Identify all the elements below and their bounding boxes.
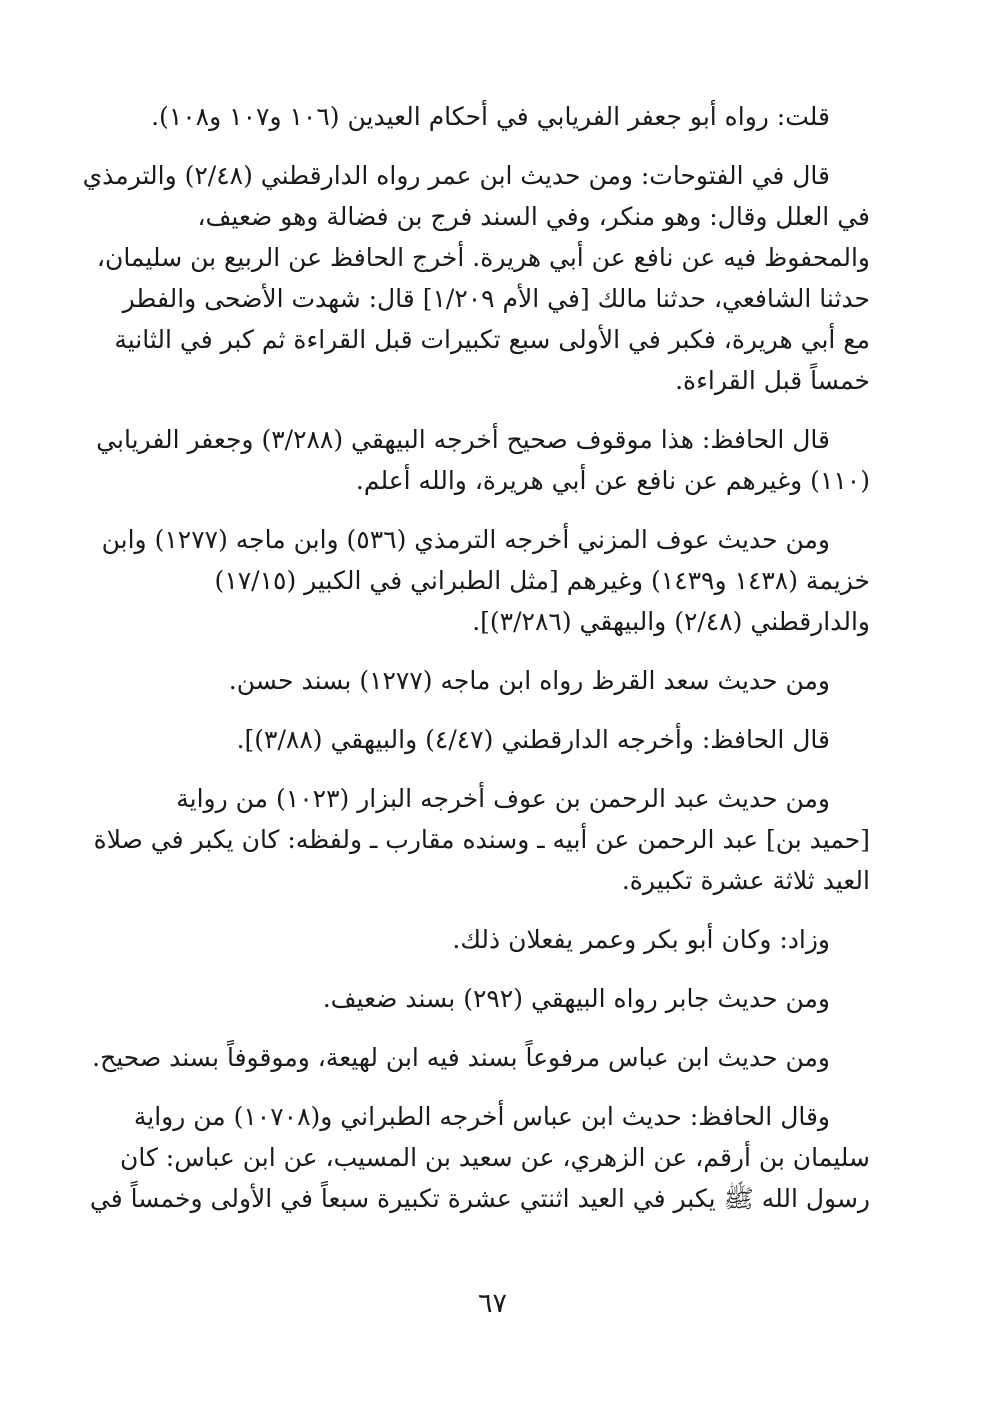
text-line: في العلل وقال: وهو منكر، وفي السند فرج بن فضالة وهو ضعيف،: [197, 202, 870, 231]
text-line: العيد ثلاثة عشرة تكبيرة.: [621, 866, 870, 895]
text-line: ومن حديث ابن عباس مرفوعاً بسند فيه ابن لهيعة، وموقوفاً بسند صحيح.: [92, 1043, 830, 1072]
text-line: سليمان بن أرقم، عن الزهري، عن سعيد بن المسيب، عن ابن عباس: كان: [119, 1143, 870, 1172]
text-line: قال الحافظ: هذا موقوف صحيح أخرجه البيهقي (٣/٢٨٨) وجعفر الفريابي: [96, 425, 830, 454]
text-line: ومن حديث عوف المزني أخرجه الترمذي (٥٣٦) وابن ماجه (١٢٧٧) وابن: [101, 525, 830, 554]
text-line: قال الحافظ: وأخرجه الدارقطني (٤/٤٧) والبيهقي (٣/٨٨)].: [236, 725, 830, 754]
text-line: قال في الفتوحات: ومن حديث ابن عمر رواه الدارقطني (٢/٤٨) والترمذي: [82, 161, 830, 190]
text-line: حدثنا الشافعي، حدثنا مالك [في الأم ١/٢٠٩] قال: شهدت الأضحى والفطر: [122, 284, 870, 313]
paragraph-7: [90, 778, 870, 901]
text-line: وزاد: وكان أبو بكر وعمر يفعلان ذلك.: [452, 925, 830, 954]
paragraph-2: [82, 155, 870, 401]
text-line: وقال الحافظ: حديث ابن عباس أخرجه الطبراني و(١٠٧٠٨) من رواية: [133, 1102, 830, 1131]
page-body: [82, 96, 870, 1237]
paragraph-3: [90, 419, 870, 501]
text-line: رسول الله ﷺ يكبر في العيد اثنتي عشرة تكبيرة سبعاً في الأولى وخمساً في: [89, 1184, 870, 1213]
text-line: ومن حديث جابر رواه البيهقي (٢٩٢) بسند ضعيف.: [322, 984, 830, 1013]
text-line: قلت: رواه أبو جعفر الفريابي في أحكام العيدين (١٠٦ و١٠٧ و١٠٨).: [151, 102, 830, 131]
text-line: خمساً قبل القراءة.: [675, 366, 870, 395]
text-line: ومن حديث سعد القرظ رواه ابن ماجه (١٢٧٧) بسند حسن.: [228, 666, 830, 695]
paragraph-5: [90, 660, 870, 701]
text-line: خزيمة (١٤٣٨ و١٤٣٩) وغيرهم [مثل الطبراني في الكبير (١٧/١٥): [214, 566, 870, 595]
text-line: مع أبي هريرة، فكبر في الأولى سبع تكبيرات قبل القراءة ثم كبر في الثانية: [114, 325, 870, 354]
paragraph-11: [90, 1096, 870, 1219]
paragraph-4: [90, 519, 870, 642]
text-line: والمحفوظ فيه عن نافع عن أبي هريرة. أخرج الحافظ عن الربيع بن سليمان،: [96, 243, 870, 272]
text-line: (١١٠) وغيرهم عن نافع عن أبي هريرة، والله أعلم.: [355, 466, 870, 495]
paragraph-6: [90, 719, 870, 760]
text-line: ومن حديث عبد الرحمن بن عوف أخرجه البزار (١٠٢٣) من رواية: [176, 784, 830, 813]
page-number: ٦٧: [477, 1288, 507, 1319]
text-line: [حميد بن] عبد الرحمن عن أبيه ـ وسنده مقارب ـ ولفظه: كان يكبر في صلاة: [93, 825, 870, 854]
text-line: والدارقطني (٢/٤٨) والبيهقي (٣/٢٨٦)].: [472, 607, 870, 636]
paragraph-10: [90, 1037, 870, 1078]
paragraph-9: [90, 978, 870, 1019]
paragraph-8: [90, 919, 870, 960]
paragraph-1: [90, 96, 870, 137]
